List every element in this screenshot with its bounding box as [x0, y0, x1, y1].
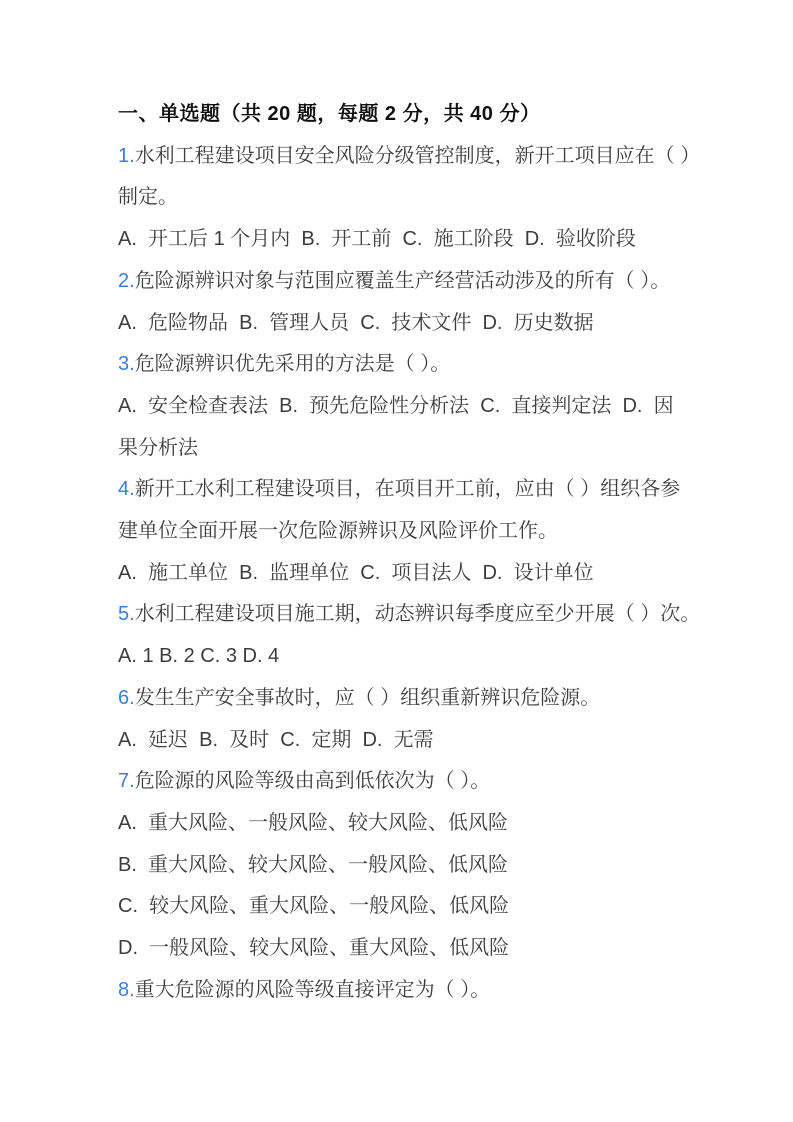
question-4-text-content: 新开工水利工程建设项目，在项目开工前，应由（ ）组织各参 — [134, 478, 681, 501]
question-1-text-cont: 制定。 — [118, 186, 178, 209]
question-8 — [118, 970, 738, 1012]
question-1-text — [118, 136, 738, 178]
section-heading: 一、单选题（共 20 题，每题 2 分，共 40 分） — [118, 103, 541, 125]
question-2-options: A. 危险物品 B. 管理人员 C. 技术文件 D. 历史数据 — [118, 311, 594, 334]
question-7-option-d: D. 一般风险、较大风险、重大风险、低风险 — [118, 937, 510, 960]
question-4 — [118, 469, 738, 594]
question-8-text-content: 重大危险源的风险等级直接评定为（ ）。 — [134, 978, 491, 1001]
question-8-text — [118, 970, 738, 1012]
question-5-text — [118, 594, 738, 636]
question-3-options-line-1: A. 安全检查表法 B. 预先危险性分析法 C. 直接判定法 D. 因 — [118, 394, 674, 417]
question-7-option-b: B. 重大风险、较大风险、一般风险、低风险 — [118, 853, 509, 876]
question-2-text — [118, 261, 738, 303]
question-6-number: 6. — [118, 686, 135, 709]
question-3-options-line-2: 果分析法 — [118, 436, 198, 459]
question-3 — [118, 344, 738, 469]
question-6-text — [118, 678, 738, 720]
question-7-option-a: A. 重大风险、一般风险、较大风险、低风险 — [118, 811, 509, 834]
question-6 — [118, 678, 738, 761]
question-5-number: 5. — [118, 603, 135, 626]
question-2 — [118, 261, 738, 344]
question-5-options: A. 1 B. 2 C. 3 D. 4 — [118, 645, 280, 668]
question-4-number: 4. — [118, 478, 135, 501]
question-4-text — [118, 469, 738, 511]
question-7-text — [118, 761, 738, 803]
question-7-text-content: 危险源的风险等级由高到低依次为（ ）。 — [134, 770, 491, 793]
question-7-number: 7. — [118, 770, 135, 793]
question-8-number: 8. — [118, 978, 135, 1001]
question-1-options: A. 开工后 1 个月内 B. 开工前 C. 施工阶段 D. 验收阶段 — [118, 228, 636, 251]
question-6-text-content: 发生生产安全事故时，应（ ）组织重新辨识危险源。 — [134, 686, 601, 709]
question-1-number: 1. — [118, 144, 135, 167]
question-5 — [118, 594, 738, 677]
question-4-options: A. 施工单位 B. 监理单位 C. 项目法人 D. 设计单位 — [118, 561, 594, 584]
question-5-text-content: 水利工程建设项目施工期，动态辨识每季度应至少开展（ ）次。 — [134, 603, 701, 626]
question-6-options: A. 延迟 B. 及时 C. 定期 D. 无需 — [118, 728, 434, 751]
question-4-text-cont: 建单位全面开展一次危险源辨识及风险评价工作。 — [118, 520, 558, 543]
question-3-text-content: 危险源辨识优先采用的方法是（ ）。 — [134, 353, 451, 376]
question-1-text-content: 水利工程建设项目安全风险分级管控制度，新开工项目应在（ ） — [134, 144, 701, 167]
question-3-number: 3. — [118, 353, 135, 376]
question-2-number: 2. — [118, 269, 135, 292]
question-7-option-c: C. 较大风险、重大风险、一般风险、低风险 — [118, 895, 510, 918]
exam-document — [118, 94, 738, 1011]
question-7 — [118, 761, 738, 970]
question-3-text — [118, 344, 738, 386]
question-2-text-content: 危险源辨识对象与范围应覆盖生产经营活动涉及的所有（ ）。 — [134, 269, 671, 292]
question-1 — [118, 136, 738, 261]
